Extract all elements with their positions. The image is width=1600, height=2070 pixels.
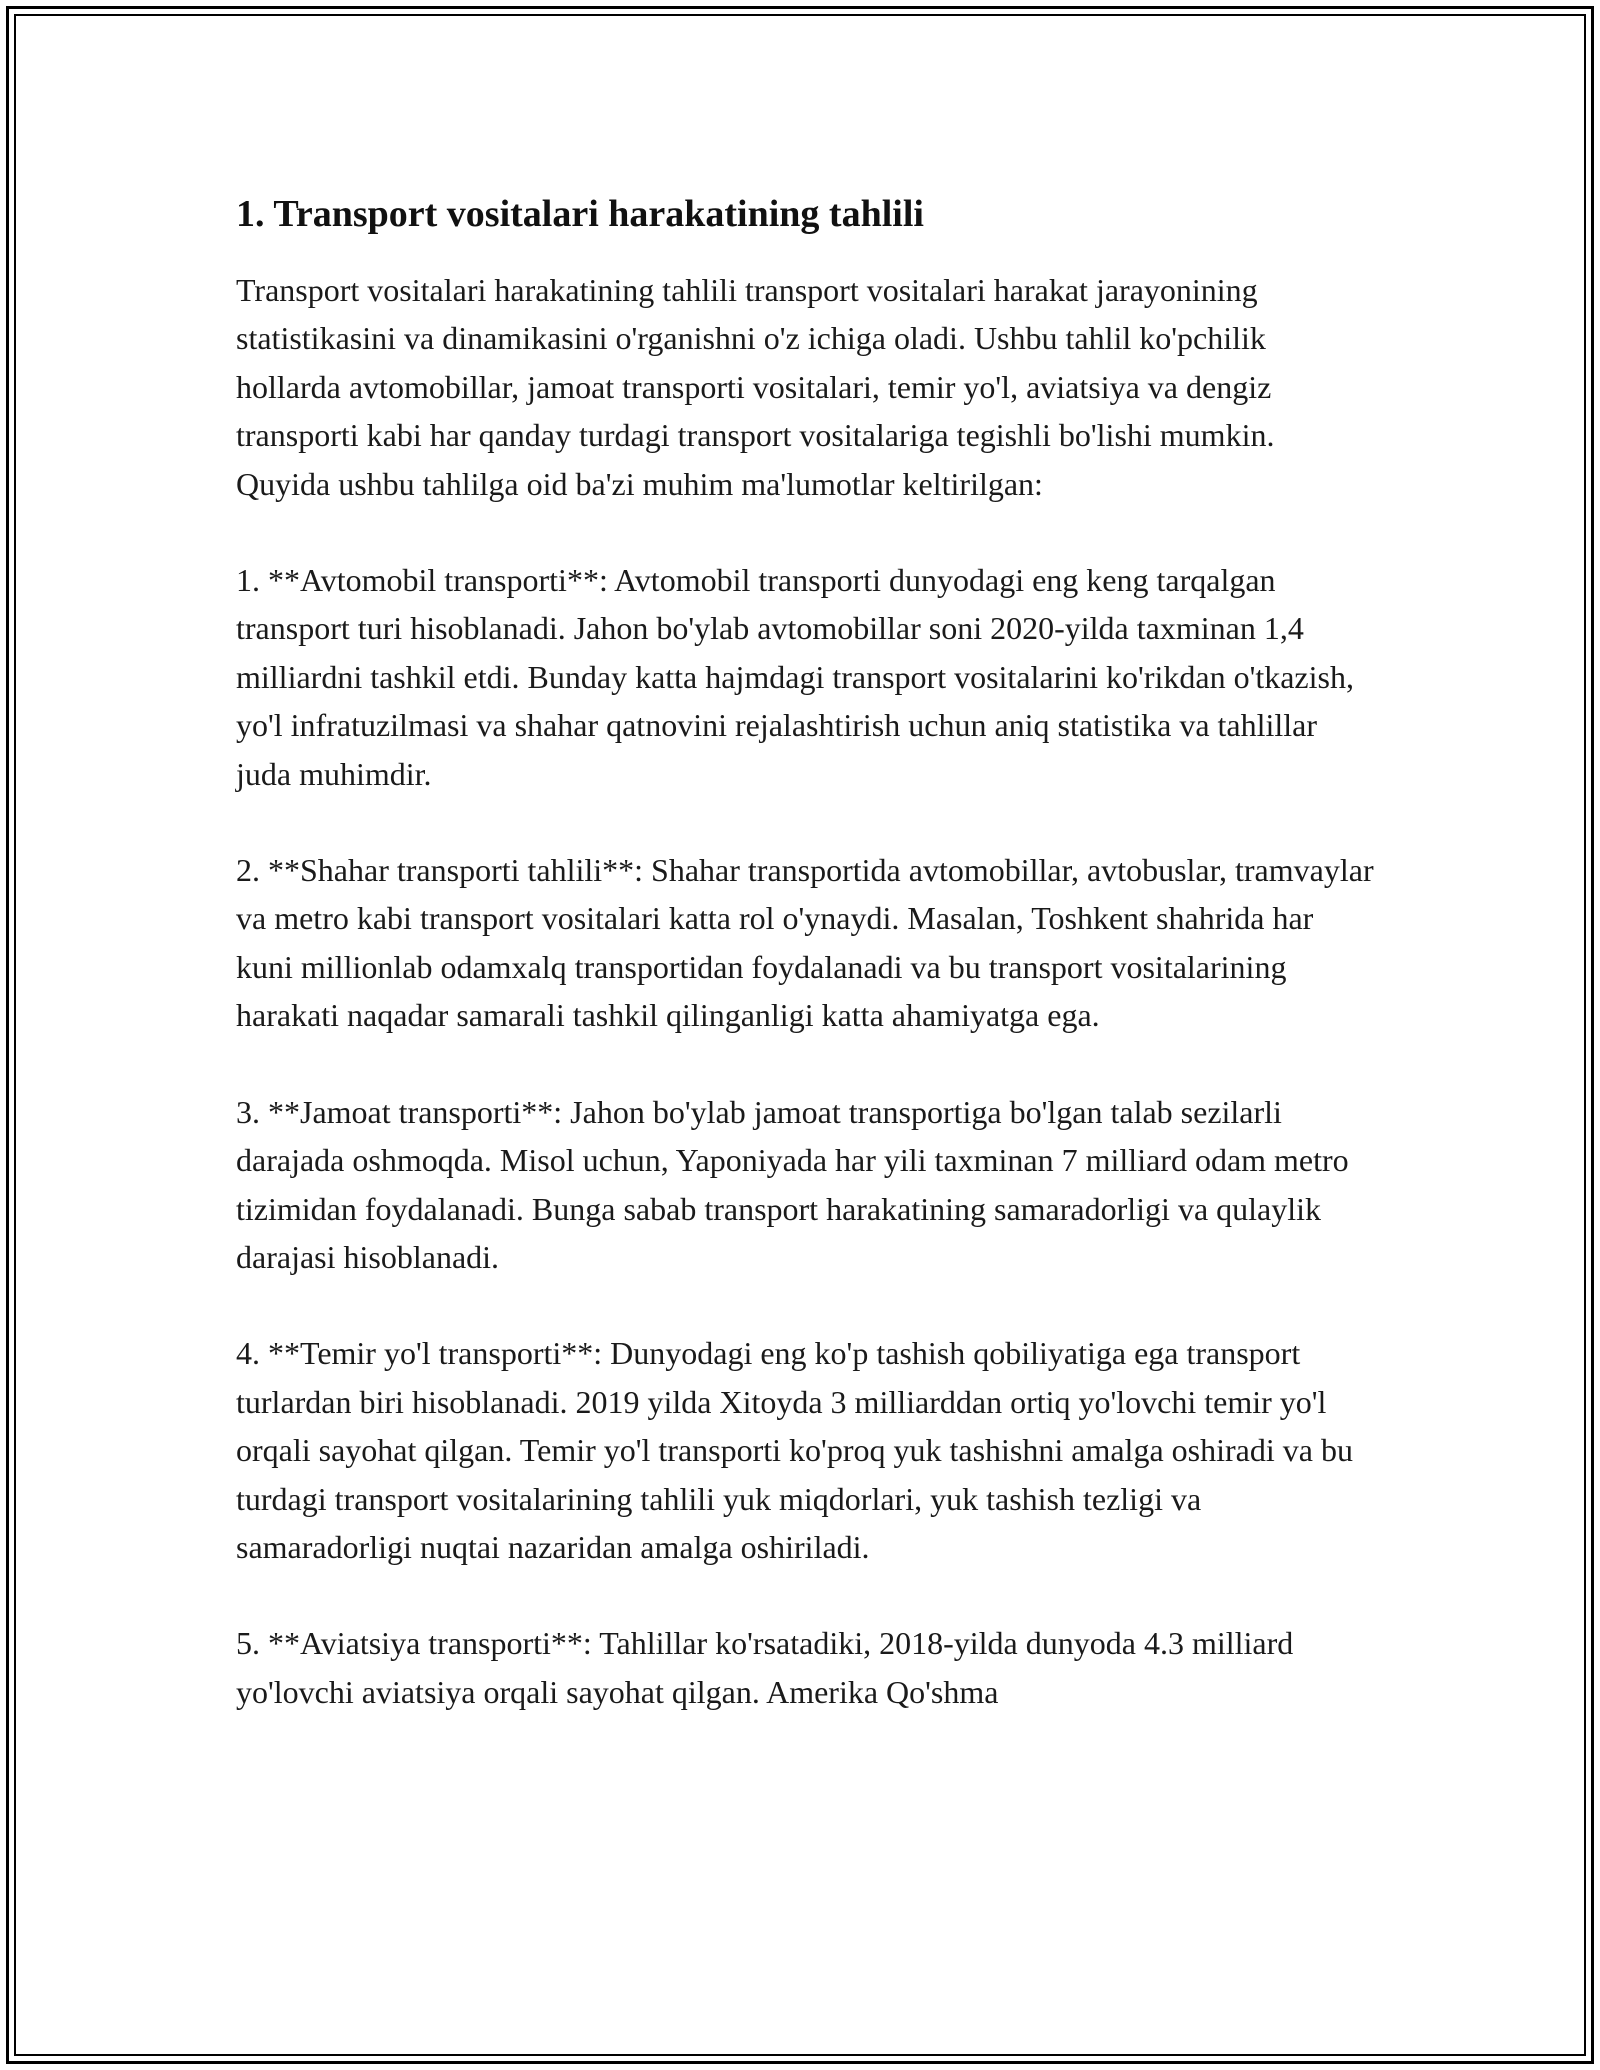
- paragraph-car-transport: 1. **Avtomobil transporti**: Avtomobil transporti dunyodagi eng keng tarqalgan transport turi hisoblanadi. Jahon bo'ylab avtomobillar soni 2020-yilda taxminan 1,4 milliardni tashkil etdi. Bunday katta hajmdagi transport vositalarini ko'rikdan o'tkazish, yo'l infratuzilmasi va shahar qatnovini rejalashtirish uchun aniq statistika va tahlillar juda muhimdir.: [236, 562, 1354, 792]
- paragraph-city-transport: 2. **Shahar transporti tahlili**: Shahar transportida avtomobillar, avtobuslar, tramvaylar va metro kabi transport vositalari katta rol o'ynaydi. Masalan, Toshkent shahrida har kuni millionlab odamxalq transportidan foydalanadi va bu transport vositalarining harakati naqadar samarali tashkil qilinganligi katta ahamiyatga ega.: [236, 852, 1374, 1034]
- document-body: [236, 186, 1376, 1764]
- intro-paragraph: Transport vositalari harakatining tahlili transport vositalari harakat jarayonining statistikasini va dinamikasini o'rganishni o'z ichiga oladi. Ushbu tahlil ko'pchilik hollarda avtomobillar, jamoat transporti vositalari, temir yo'l, aviatsiya va dengiz transporti kabi har qanday turdagi transport vositalariga tegishli bo'lishi mumkin. Quyida ushbu tahlilga oid ba'zi muhim ma'lumotlar keltirilgan:: [236, 272, 1275, 502]
- section-heading: 1. Transport vositalari harakatining tahlili: [236, 193, 924, 235]
- paragraph-public-transport: 3. **Jamoat transporti**: Jahon bo'ylab jamoat transportiga bo'lgan talab sezilarli darajada oshmoqda. Misol uchun, Yaponiyada har yili taxminan 7 milliard odam metro tizimidan foydalanadi. Bunga sabab transport harakatining samaradorligi va qulaylik darajasi hisoblanadi.: [236, 1093, 1349, 1275]
- paragraph-rail-transport: 4. **Temir yo'l transporti**: Dunyodagi eng ko'p tashish qobiliyatiga ega transport turlardan biri hisoblanadi. 2019 yilda Xitoyda 3 milliarddan ortiq yo'lovchi temir yo'l orqali sayohat qilgan. Temir yo'l transporti ko'proq yuk tashishni amalga oshiradi va bu turdagi transport vositalarining tahlili yuk miqdorlari, yuk tashish tezligi va samaradorligi nuqtai nazaridan amalga oshiriladi.: [236, 1335, 1353, 1565]
- paragraph-aviation-transport: 5. **Aviatsiya transporti**: Tahlillar ko'rsatadiki, 2018-yilda dunyoda 4.3 milliard yo'lovchi aviatsiya orqali sayohat qilgan. Amerika Qo'shma: [236, 1625, 1294, 1710]
